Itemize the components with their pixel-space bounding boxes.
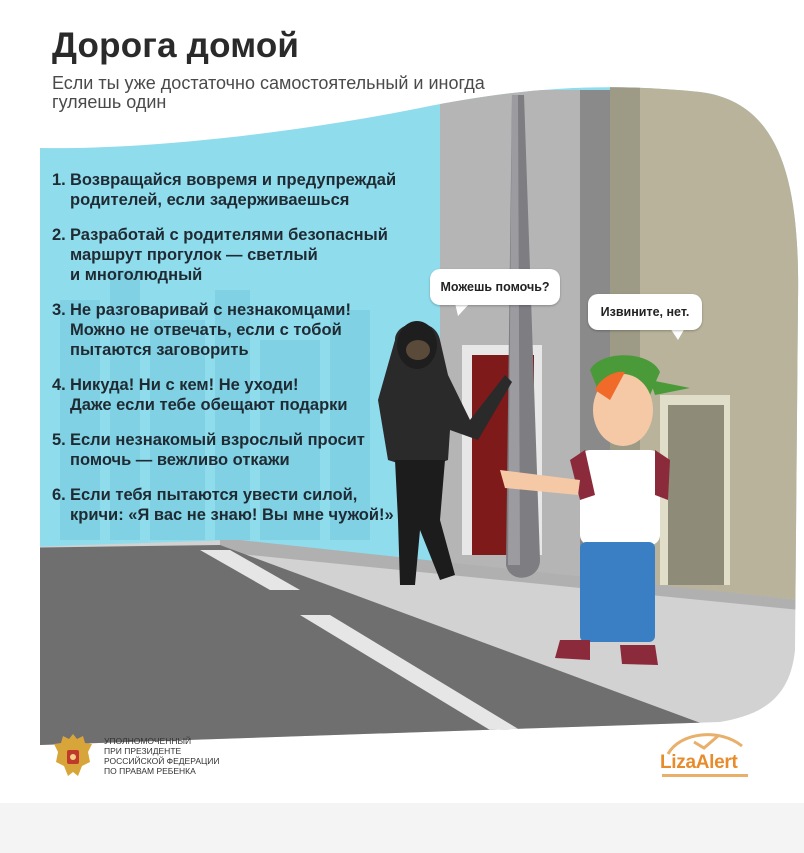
org-line: ПО ПРАВАМ РЕБЕНКА xyxy=(104,766,196,776)
lizaalert-logo xyxy=(660,728,750,778)
tip-text: Если тебя пытаются увести силой, кричи: «Я вас не знаю! Вы мне чужой!» xyxy=(70,486,394,524)
tip-number: 2. xyxy=(52,226,66,244)
tip-item xyxy=(52,430,412,470)
ombudsman-block xyxy=(52,730,244,782)
footer-band xyxy=(0,803,804,853)
safety-tips-list xyxy=(52,170,412,540)
tip-item xyxy=(52,300,412,360)
tip-text: Если незнакомый взрослый просит помочь — вежливо откажи xyxy=(70,431,365,469)
logo-name: LizaAlert xyxy=(660,752,738,773)
tip-item xyxy=(52,225,412,285)
org-line: РОССИЙСКОЙ ФЕДЕРАЦИИ xyxy=(104,756,220,766)
org-line: УПОЛНОМОЧЕННЫЙ xyxy=(104,736,192,746)
tip-text: Возвращайся вовремя и предупреждай родителей, если задерживаешься xyxy=(70,171,397,209)
org-line: ПРИ ПРЕЗИДЕНТЕ xyxy=(104,746,182,756)
tip-item xyxy=(52,485,412,525)
tip-number: 6. xyxy=(52,486,66,504)
speech-bubble-stranger: Можешь помочь? xyxy=(430,269,560,305)
tip-number: 5. xyxy=(52,431,66,449)
tip-number: 4. xyxy=(52,376,66,394)
speech-bubble-child: Извините, нет. xyxy=(588,294,702,330)
tip-number: 1. xyxy=(52,171,66,189)
page-subtitle: Если ты уже достаточно самостоятельный и иногда гуляешь один xyxy=(52,73,485,112)
tip-number: 3. xyxy=(52,301,66,319)
ombudsman-text xyxy=(104,736,244,776)
logo-tagline-bar xyxy=(662,774,748,777)
page-title: Дорога домой xyxy=(52,26,300,65)
tip-item xyxy=(52,375,412,415)
coat-of-arms-emblem xyxy=(52,730,94,782)
tip-text: Разработай с родителями безопасный маршрут прогулок — светлый и многолюдный xyxy=(70,226,388,284)
tip-text: Не разговаривай с незнакомцами! Можно не отвечать, если с тобой пытаются заговорить xyxy=(70,301,351,359)
tip-text: Никуда! Ни с кем! Не уходи! Даже если тебе обещают подарки xyxy=(70,376,348,414)
tip-item xyxy=(52,170,412,210)
